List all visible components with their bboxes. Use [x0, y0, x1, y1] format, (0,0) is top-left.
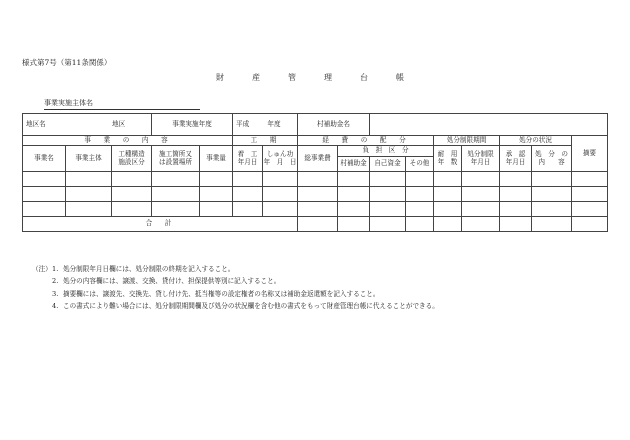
note-text: 処分の内容欄には、譲渡、交換、貸付け、担保提供等別に記入すること。 — [63, 277, 281, 286]
group-content-header: 事 業 の 内 容 — [23, 136, 233, 146]
group-restriction-header: 処分制限期間 — [434, 136, 500, 146]
note-number: 4. — [52, 301, 59, 310]
note-text: この書式により難い場合には、処分制限期間欄及び処分の状況欄を含む他の書式をもって財産管理台帳に代えることができる。 — [63, 301, 439, 310]
completion-line2: 年 月 日 — [263, 157, 297, 166]
year-label-cell: 事業実施年度 — [152, 114, 233, 136]
useful-life-header — [434, 146, 462, 172]
start-line2: 年月日 — [237, 157, 258, 166]
project-name-header: 事業名 — [23, 146, 66, 172]
location-header — [152, 146, 200, 172]
note-number: 1. — [52, 265, 59, 273]
disposal-content-line2: 内 容 — [538, 157, 565, 166]
form-number: 様式第7号（第11条関係） — [22, 58, 112, 67]
location-line1: 施工箇所又 — [159, 149, 192, 158]
start-date-header — [233, 146, 263, 172]
subsidy-name-value — [370, 114, 608, 136]
entity-name-field — [44, 98, 200, 110]
quantity-header: 事業量 — [200, 146, 233, 172]
header-info-row — [23, 114, 608, 136]
approval-line1: 承 認 — [505, 149, 526, 158]
other-header: その他 — [406, 157, 434, 172]
approval-line2: 年月日 — [505, 157, 526, 166]
disposal-content-line1: 処 分 の — [535, 149, 568, 158]
start-line1: 着 工 — [237, 149, 258, 158]
total-cost-header: 総事業費 — [298, 146, 338, 172]
group-budget-header: 経 費 の 配 分 — [298, 136, 434, 146]
note-text: 処分制限年月日欄には、処分制限の終期を記入すること。 — [63, 265, 235, 273]
table-row — [23, 202, 608, 217]
work-type-line1: 工種構造 — [118, 149, 145, 158]
village-subsidy-header: 村補助金 — [338, 157, 370, 172]
work-type-line2: 施設区分 — [118, 157, 145, 166]
group-period-header: 工 期 — [233, 136, 298, 146]
total-row — [23, 217, 608, 232]
note-item — [32, 263, 439, 275]
restriction-date-line1: 処分制限 — [467, 149, 494, 158]
year-suffix: 年度 — [267, 119, 281, 128]
group-disposal-header: 処分の状況 — [500, 136, 572, 146]
note-text: 摘要欄には、譲渡先、交換先、貸し付け先、抵当権等の設定権者の名称又は補助金返還額を記入すること。 — [63, 289, 380, 298]
total-label: 合 計 — [23, 217, 298, 232]
table-row — [23, 187, 608, 202]
own-funds-header: 自己資金 — [370, 157, 406, 172]
table-row — [23, 172, 608, 187]
burden-header: 負 担 区 分 — [338, 146, 434, 157]
column-header-row — [23, 146, 608, 157]
era-label: 平成 — [236, 119, 250, 128]
note-item — [32, 275, 439, 287]
column-group-row — [23, 136, 608, 146]
entity-name-label: 事業実施主体名 — [44, 99, 93, 107]
region-cell — [23, 114, 152, 136]
disposal-content-header — [532, 146, 572, 172]
location-line2: は設置場所 — [159, 157, 192, 166]
project-entity-header: 事業主体 — [66, 146, 112, 172]
useful-life-line1: 耐 用 — [437, 149, 458, 158]
notes-section — [32, 263, 439, 312]
region-suffix: 地区 — [112, 119, 126, 128]
notes-heading: （注） — [32, 265, 52, 273]
document-title: 財 産 管 理 台 帳 — [216, 73, 414, 82]
useful-life-line2: 年 数 — [437, 157, 458, 166]
remarks-header: 摘要 — [572, 136, 608, 172]
note-item — [32, 300, 439, 312]
note-number: 3. — [52, 289, 59, 298]
approval-date-header — [500, 146, 532, 172]
subsidy-name-label: 村補助金名 — [298, 114, 370, 136]
restriction-date-line2: 年月日 — [470, 157, 491, 166]
region-label: 地区名 — [26, 119, 46, 128]
note-number: 2. — [52, 277, 59, 286]
year-value-cell — [233, 114, 298, 136]
note-item — [32, 288, 439, 300]
restriction-date-header — [462, 146, 500, 172]
completion-line1: しゅん功 — [266, 149, 294, 158]
work-type-header — [112, 146, 152, 172]
completion-date-header — [263, 146, 298, 172]
property-ledger-table — [22, 113, 608, 232]
